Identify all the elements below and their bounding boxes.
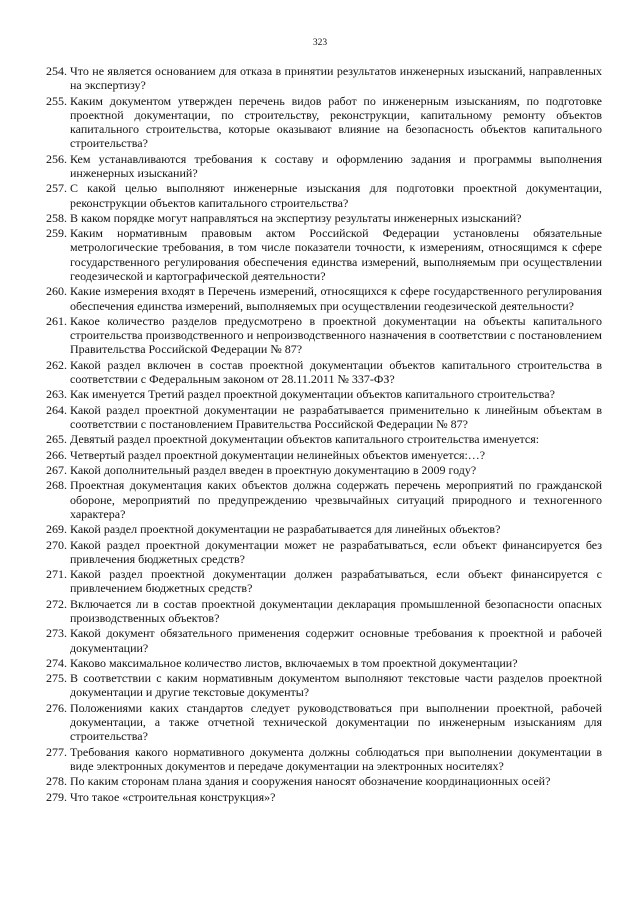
question-item [46, 211, 602, 225]
question-number: 265. [46, 432, 67, 447]
question-item [46, 448, 602, 462]
question-number: 269. [46, 522, 67, 537]
question-item [46, 522, 602, 536]
question-number: 260. [46, 284, 67, 299]
question-item [46, 567, 602, 596]
question-number: 263. [46, 387, 67, 402]
question-number: 272. [46, 596, 67, 611]
question-text: Какое количество разделов предусмотрено в проектной документации на объекты капитального строительства производственного и непроизводственного назначения в соответствии с постановлением Правительства Российской Федерации № 87? [70, 313, 602, 357]
question-item [46, 538, 602, 567]
question-text: Каково максимальное количество листов, включаемых в том проектной документации? [70, 655, 518, 670]
question-number: 257. [46, 181, 67, 196]
question-item [46, 432, 602, 446]
question-item [46, 358, 602, 387]
question-number: 258. [46, 210, 67, 225]
question-text: Девятый раздел проектной документации объектов капитального строительства именуется: [70, 432, 540, 447]
question-item [46, 626, 602, 655]
question-text: Какой раздел проектной документации не разрабатывается применительно к линейным объектам в соответствии с постановлением Правительства Российской Федерации № 87? [70, 402, 602, 431]
question-number: 276. [46, 700, 67, 715]
question-number: 256. [46, 151, 67, 166]
question-number: 270. [46, 537, 67, 552]
page-number: 323 [312, 38, 328, 48]
question-text: Проектная документация каких объектов должна содержать перечень мероприятий по гражданской обороне, мероприятий по предупреждению чрезвычайных ситуаций природного и техногенного характера? [70, 478, 602, 521]
question-item [46, 774, 602, 788]
question-item [46, 284, 602, 313]
question-item [46, 94, 602, 151]
question-text: Что не является основанием для отказа в принятии результатов инженерных изысканий, направленных на экспертизу? [70, 64, 602, 93]
question-text: Требования какого нормативного документа должны соблюдаться при выполнении документации в виде электронных документов и передаче документации на электронных носителях? [70, 744, 602, 773]
question-text: Какой раздел проектной документации должен разрабатываться, если объект финансируется с привлечением бюджетных средств? [70, 567, 602, 596]
question-number: 266. [46, 447, 67, 462]
question-number: 273. [46, 626, 67, 641]
question-number: 255. [46, 93, 67, 108]
question-item [46, 181, 602, 210]
question-number: 278. [46, 774, 67, 789]
question-item [46, 387, 602, 401]
question-item [46, 478, 602, 521]
question-text: Что такое «строительная конструкция»? [70, 789, 276, 804]
question-text: В каком порядке могут направляться на экспертизу результаты инженерных изысканий? [70, 210, 522, 225]
question-item [46, 790, 602, 804]
question-item [46, 403, 602, 432]
question-number: 271. [46, 567, 67, 582]
question-number: 268. [46, 478, 67, 493]
question-number: 267. [46, 462, 67, 477]
question-list [46, 64, 602, 805]
question-text: Каким нормативным правовым актом Российской Федерации установлены обязательные метрологические требования, в том числе показатели точности, к измерениям, относящимся к сфере государственного регулирования обеспечения единства измерений, выполняемым при осуществлении геодезической и картографической деятельности? [70, 226, 602, 283]
question-item [46, 656, 602, 670]
question-text: Какие измерения входят в Перечень измерений, относящихся к сфере государственного регулирования обеспечения единства измерений, выполняемых при осуществлении геодезической деятельности? [70, 284, 602, 313]
question-number: 274. [46, 655, 67, 670]
question-text: Четвертый раздел проектной документации нелинейных объектов именуется:…? [70, 447, 486, 462]
question-number: 279. [46, 789, 67, 804]
question-item [46, 152, 602, 181]
question-text: Как именуется Третий раздел проектной документации объектов капитального строительства? [70, 387, 555, 402]
question-number: 277. [46, 744, 67, 759]
question-number: 261. [46, 313, 67, 328]
question-text: Какой раздел включен в состав проектной документации объектов капитального строительства в соответствии с Федеральным законом от 28.11.2011 № 337-ФЗ? [70, 357, 602, 386]
question-item [46, 745, 602, 774]
question-text: В соответствии с каким нормативным документом выполняют текстовые части разделов проектной документации и другие текстовые документы? [70, 671, 602, 700]
question-item [46, 314, 602, 357]
question-text: По каким сторонам плана здания и сооружения наносят обозначение координационных осей? [70, 774, 551, 789]
question-item [46, 671, 602, 700]
question-text: Кем устанавливаются требования к составу и оформлению задания и программы выполнения инженерных изысканий? [70, 151, 602, 180]
question-text: Положениями каких стандартов следует руководствоваться при выполнении проектной, рабочей документации, а также отчетной технической документации по инженерным изысканиям для строительства? [70, 700, 602, 744]
question-item [46, 597, 602, 626]
question-text: Какой раздел проектной документации может не разрабатываться, если объект финансируется без привлечения бюджетных средств? [70, 537, 602, 566]
question-item [46, 463, 602, 477]
question-item [46, 64, 602, 93]
question-text: Какой раздел проектной документации не разрабатывается для линейных объектов? [70, 522, 501, 537]
question-text: Какой документ обязательного применения содержит основные требования к проектной и рабочей документации? [70, 626, 602, 655]
question-text: Какой дополнительный раздел введен в проектную документацию в 2009 году? [70, 462, 477, 477]
question-text: Включается ли в состав проектной документации декларация промышленной безопасности опасных производственных объектов? [70, 596, 602, 625]
question-number: 275. [46, 671, 67, 686]
question-text: Каким документом утвержден перечень видов работ по инженерным изысканиям, по подготовке проектной документации, по строительству, реконструкции, капитальному ремонту объектов капитального строительства, которые оказывают влияние на безопасность объектов капитального строительства? [70, 93, 602, 151]
question-number: 259. [46, 226, 67, 241]
question-number: 254. [46, 64, 67, 78]
question-number: 262. [46, 357, 67, 372]
question-item [46, 701, 602, 744]
question-item [46, 226, 602, 283]
question-number: 264. [46, 402, 67, 417]
question-text: С какой целью выполняют инженерные изыскания для подготовки проектной документации, реконструкции объектов капитального строительства? [70, 181, 602, 210]
